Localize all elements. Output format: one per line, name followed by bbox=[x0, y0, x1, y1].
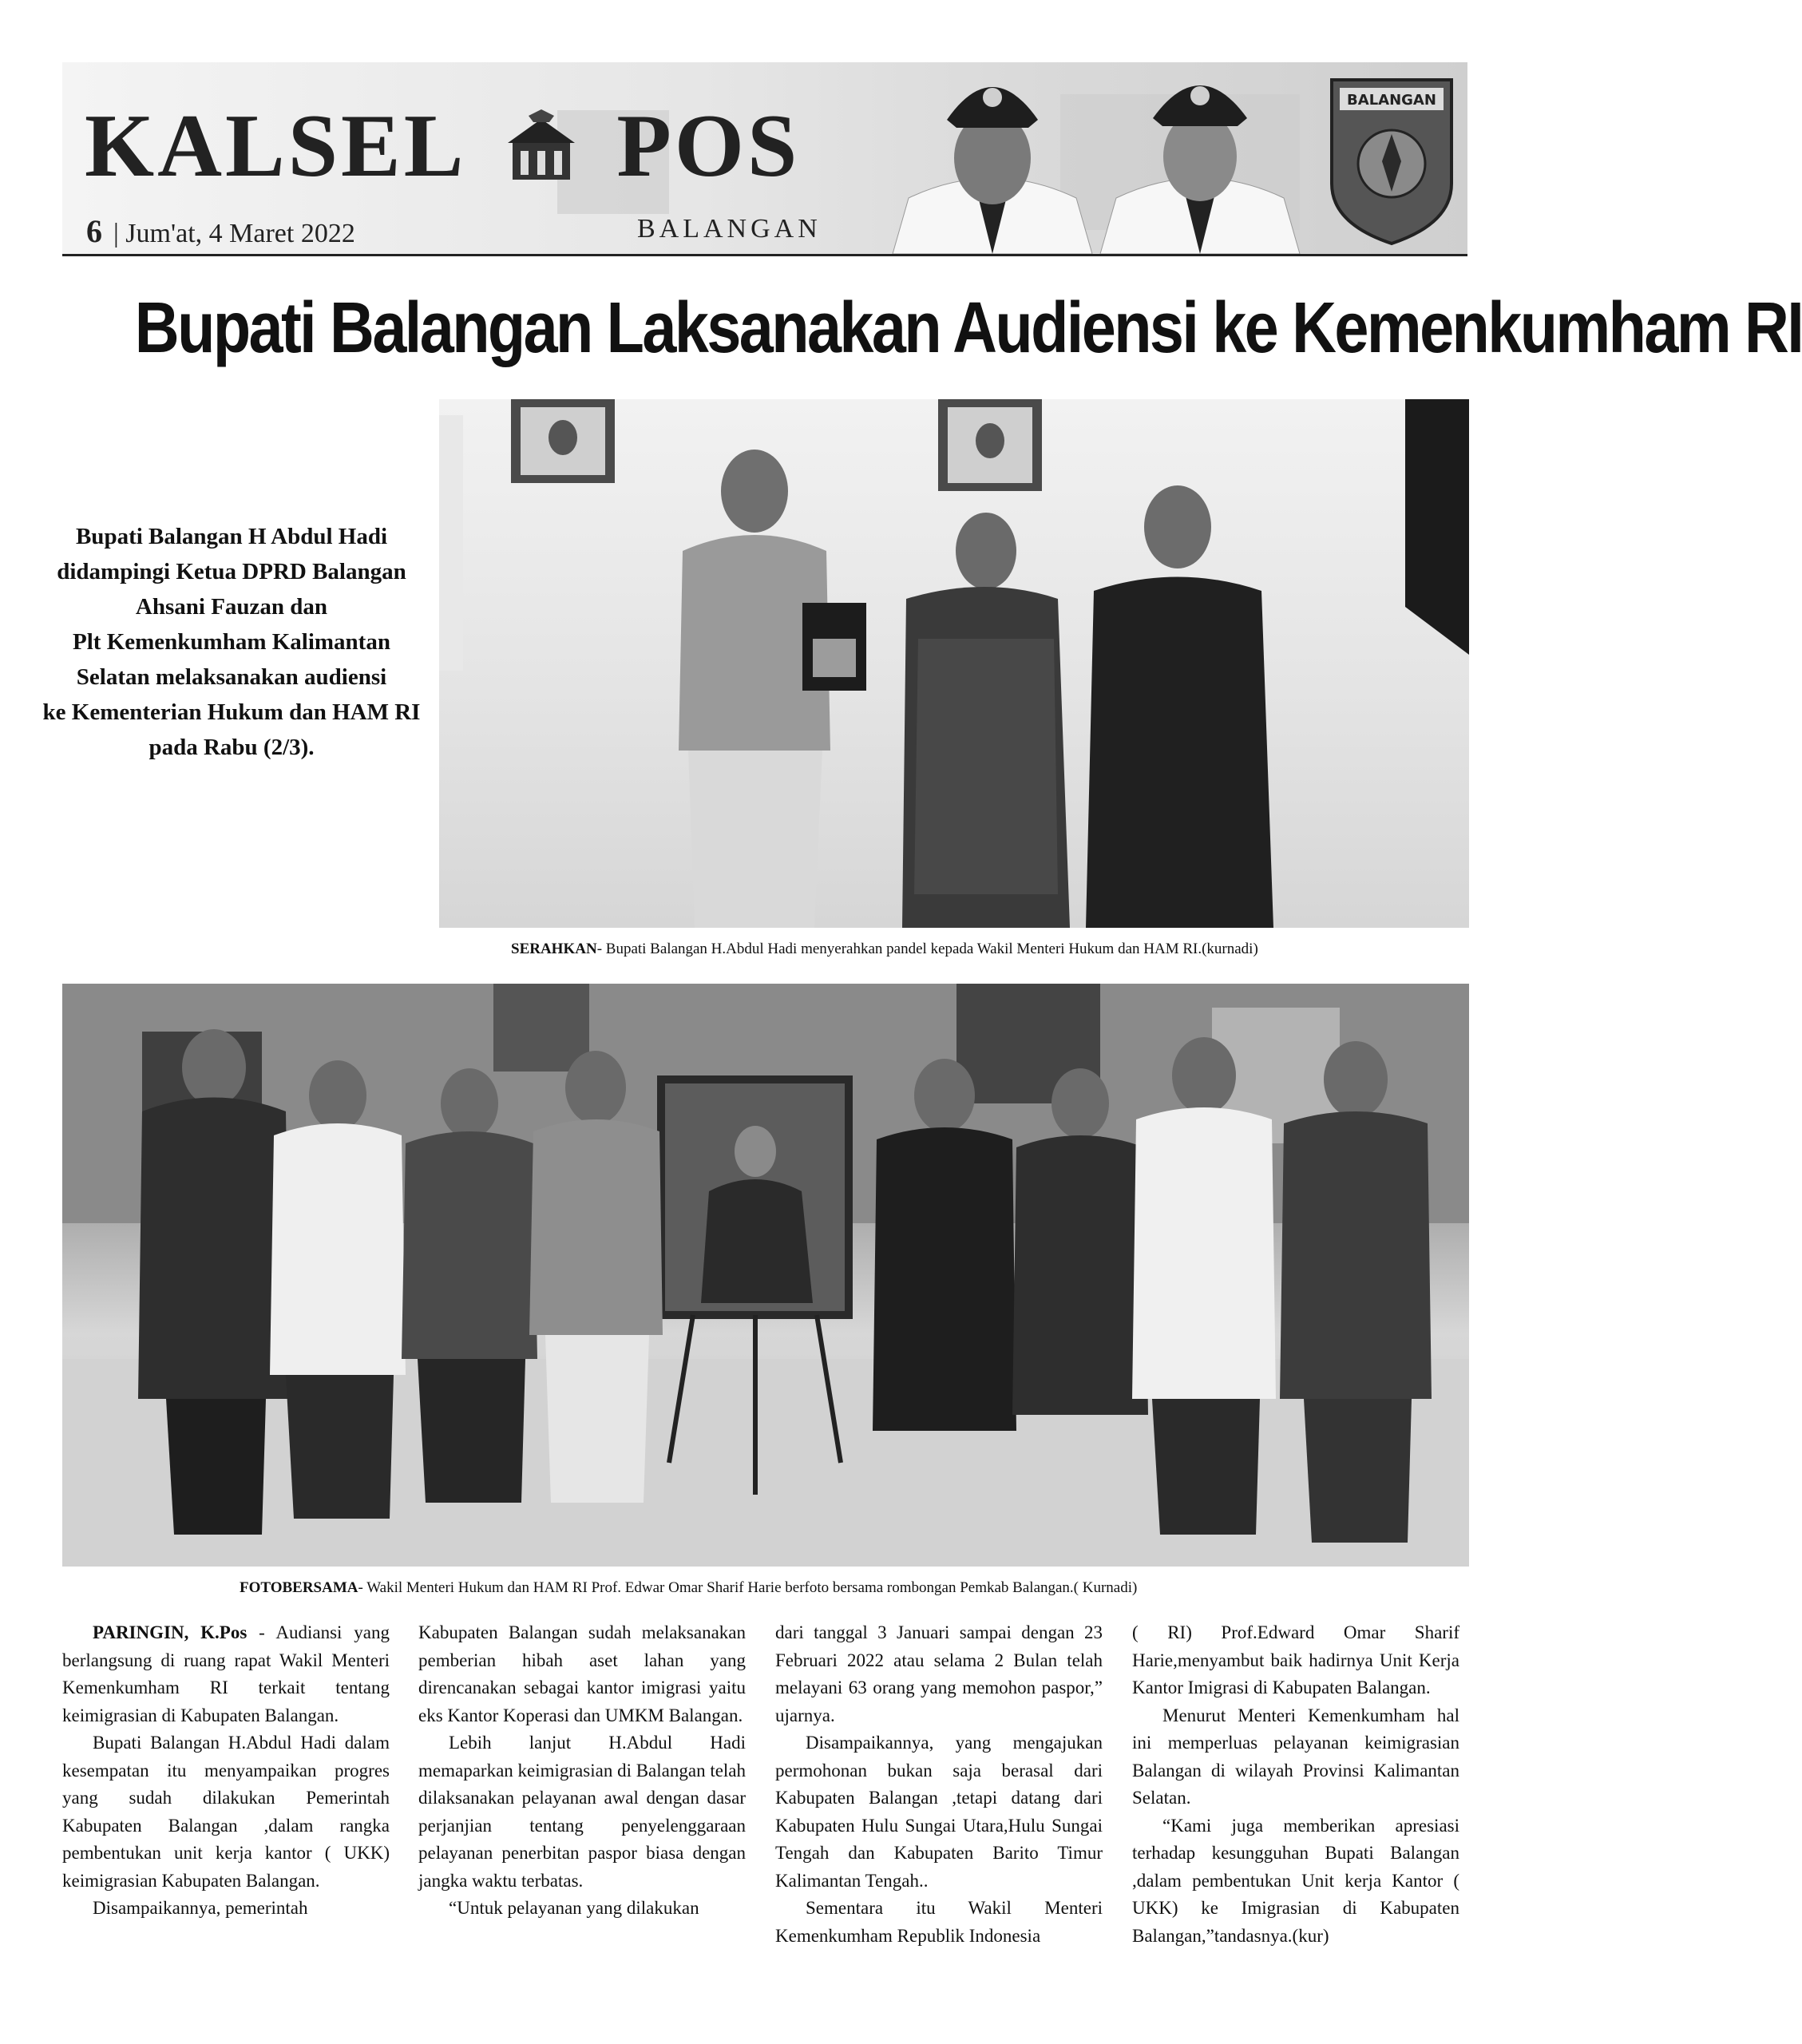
official-portrait-right bbox=[1100, 62, 1300, 254]
side-caption bbox=[40, 519, 423, 765]
article-paragraph: Kabupaten Balangan sudah melaksanakan pemberian hibah aset lahan yang direncanakan sebagai kantor imigrasi yaitu eks Kantor Koperasi dan UMKM Balangan. bbox=[418, 1622, 746, 1725]
headline: Bupati Balangan Laksanakan Audiensi ke Kemenkumham RI bbox=[134, 288, 1802, 368]
logo-word-right: POS bbox=[616, 97, 801, 196]
issue-line bbox=[86, 212, 355, 250]
caption-text: - Wakil Menteri Hukum dan HAM RI Prof. Edwar Omar Sharif Harie berfoto bersama rombongan Pemkab Balangan.( Kurnadi) bbox=[358, 1579, 1138, 1596]
side-caption-line: Ahsani Fauzan dan bbox=[135, 594, 328, 620]
side-caption-line: Selatan melaksanakan audiensi bbox=[76, 664, 387, 690]
caption-label: FOTOBERSAMA bbox=[240, 1579, 358, 1596]
article-paragraph: “Kami juga memberikan apresiasi terhadap kesungguhan Bupati Balangan ,dalam pembentukan Unit kerja Kantor ( UKK) ke Imigrasian di Kabupaten Balangan,”tandasnya.(kur) bbox=[1132, 1815, 1459, 1946]
caption-text: - Bupati Balangan H.Abdul Hadi menyerahkan pandel kepada Wakil Menteri Hukum dan HAM RI.(kurnadi) bbox=[596, 941, 1258, 957]
section-name: BALANGAN bbox=[637, 214, 822, 244]
article-paragraph: Menurut Menteri Kemenkumham hal ini memperluas pelayanan keimigrasian Balangan di wilayah Provinsi Kalimantan Selatan. bbox=[1132, 1705, 1459, 1808]
official-portrait-left bbox=[893, 62, 1092, 254]
masthead bbox=[62, 62, 1467, 254]
article-paragraph: “Untuk pelayanan yang dilakukan bbox=[449, 1898, 699, 1918]
regency-crest-icon bbox=[1324, 72, 1459, 248]
side-caption-line: Plt Kemenkumham Kalimantan bbox=[73, 629, 390, 655]
article-paragraph: Disampaikannya, yang mengajukan permohonan bukan saja berasal dari Kabupaten Balangan ,tetapi datang dari Kabupaten Hulu Sungai Utara,Hulu Sungai Tengah dan Kabupaten Barito Timur Kalimantan Tengah.. bbox=[775, 1733, 1103, 1891]
dateline: PARINGIN, K.Pos bbox=[93, 1622, 248, 1642]
newspaper-logo bbox=[85, 93, 801, 196]
article-column-2 bbox=[418, 1619, 746, 1923]
side-caption-line: ke Kementerian Hukum dan HAM RI bbox=[42, 699, 421, 725]
photo-group bbox=[62, 984, 1469, 1567]
logo-word-left: KALSEL bbox=[85, 97, 467, 196]
issue-date: | Jum'at, 4 Maret 2022 bbox=[113, 219, 355, 248]
article-column-1 bbox=[62, 1619, 390, 1923]
article-paragraph: Lebih lanjut H.Abdul Hadi memaparkan keimigrasian di Balangan telah dilaksanakan pelayanan awal dengan dasar perjanjian tentang penyelenggaraan pelayanan penerbitan paspor biasa dengan jangka waktu terbatas. bbox=[418, 1733, 747, 1891]
article-paragraph: Bupati Balangan H.Abdul Hadi dalam kesempatan itu menyampaikan progres yang sudah dilakukan Pemerintah Kabupaten Balangan ,dalam rangka pembentukan unit kerja kantor ( UKK) keimigrasian Kabupaten Balangan. bbox=[62, 1733, 390, 1891]
masthead-rule bbox=[62, 254, 1467, 256]
article-column-3 bbox=[775, 1619, 1103, 1950]
side-caption-line: pada Rabu (2/3). bbox=[149, 735, 315, 760]
article-paragraph: ( RI) Prof.Edward Omar Sharif Harie,menyambut baik hadirnya Unit Kerja Kantor Imigrasi di Kabupaten Balangan. bbox=[1132, 1622, 1459, 1697]
paragraph-text: - Audiansi yang berlangsung di ruang rapat Wakil Menteri Kemenkumham RI terkait tentang keimigrasian di Kabupaten Balangan. bbox=[62, 1622, 390, 1725]
photo-handover-caption bbox=[511, 941, 1258, 958]
article-paragraph: Disampaikannya, pemerintah bbox=[93, 1898, 308, 1918]
article-column-4 bbox=[1132, 1619, 1459, 1950]
article-paragraph: dari tanggal 3 Januari sampai dengan 23 Februari 2022 atau selama 2 Bulan telah melayani 63 orang yang memohon paspor,” ujarnya. bbox=[775, 1622, 1103, 1725]
caption-label: SERAHKAN bbox=[511, 941, 597, 957]
photo-handover bbox=[439, 399, 1469, 928]
crest-text: BALANGAN bbox=[1347, 92, 1436, 109]
photo-group-caption bbox=[240, 1579, 1137, 1597]
side-caption-line: Bupati Balangan H Abdul Hadi bbox=[75, 524, 388, 549]
page-number: 6 bbox=[86, 213, 102, 249]
article-paragraph: Sementara itu Wakil Menteri Kemenkumham Republik Indonesia bbox=[775, 1898, 1103, 1946]
article-paragraph bbox=[62, 1619, 390, 1729]
logo-emblem-icon bbox=[505, 108, 578, 184]
side-caption-line: didampingi Ketua DPRD Balangan bbox=[57, 559, 406, 584]
